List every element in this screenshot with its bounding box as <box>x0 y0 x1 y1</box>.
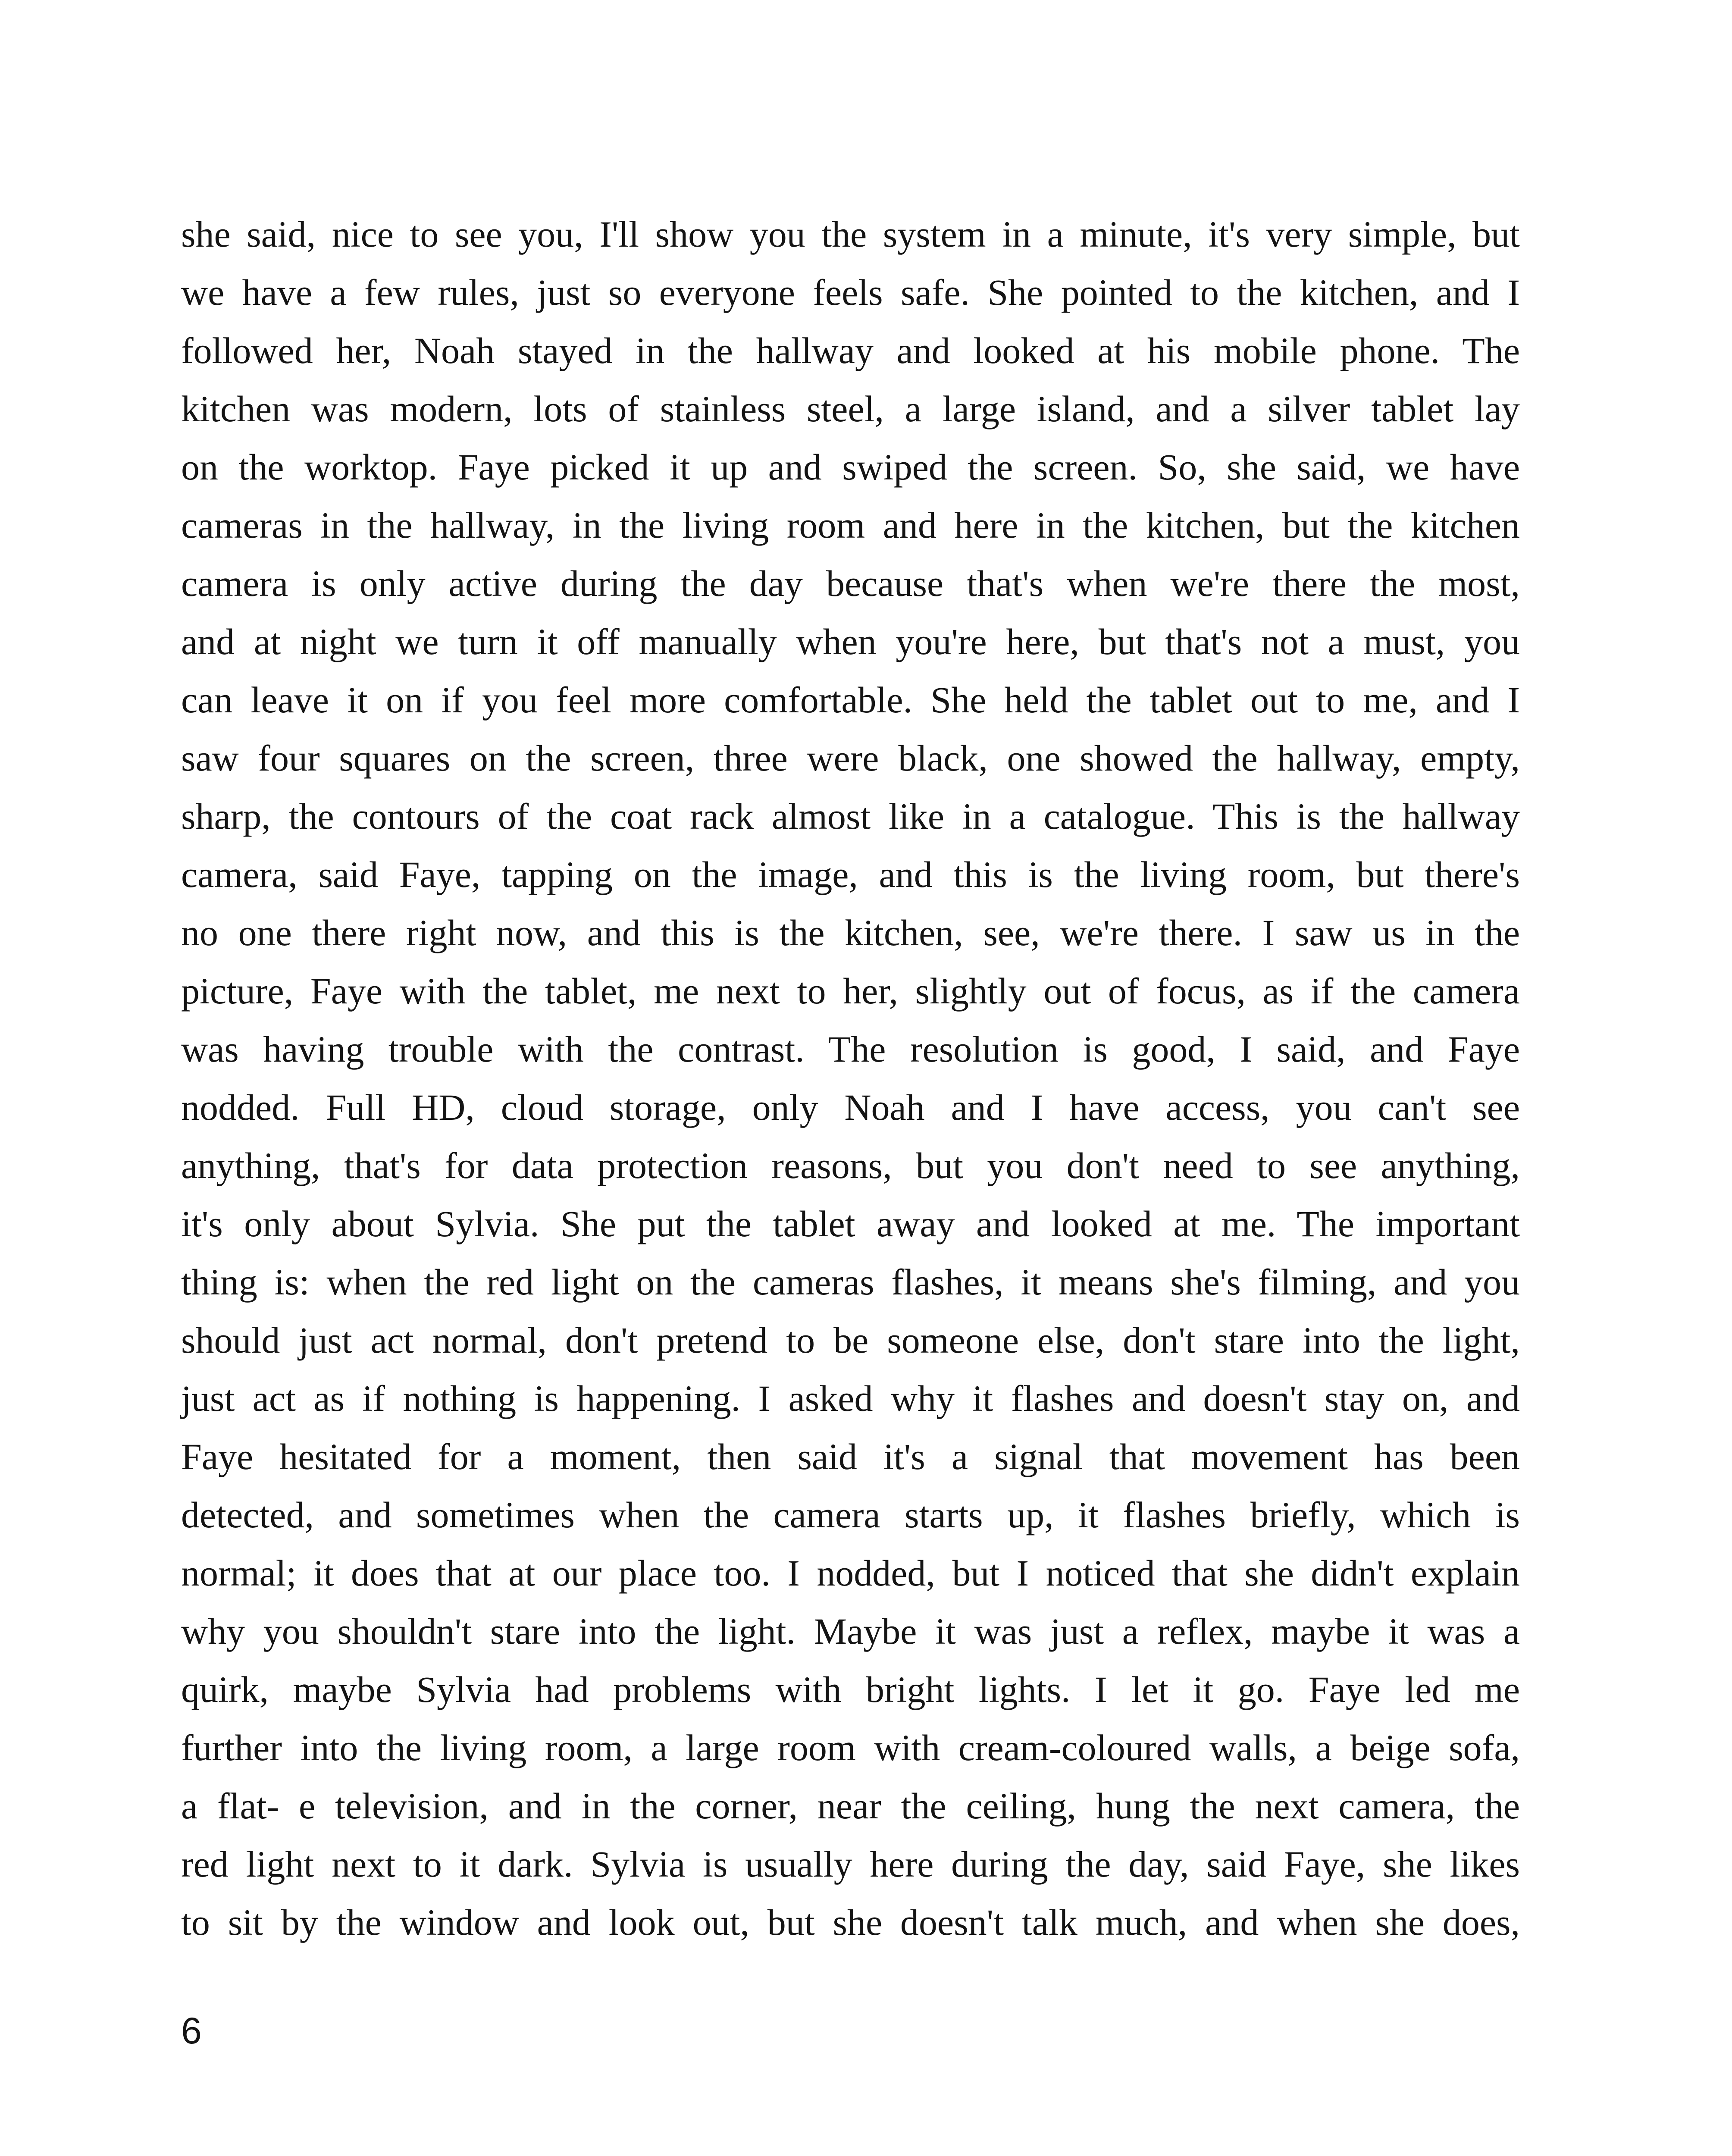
text-line: was having trouble with the contrast. The resolution is good, I said, and Faye <box>181 1028 1520 1070</box>
text-line: cameras in the hallway, in the living room and here in the kitchen, but the kitchen <box>181 505 1520 546</box>
text-line: can leave it on if you feel more comfortable. She held the tablet out to me, and I <box>181 679 1520 721</box>
text-line: just act as if nothing is happening. I asked why it flashes and doesn't stay on, and <box>181 1378 1520 1419</box>
text-line: a flat- e television, and in the corner, near the ceiling, hung the next camera, the <box>181 1785 1520 1827</box>
text-line: on the worktop. Faye picked it up and swiped the screen. So, she said, we have <box>181 446 1520 488</box>
text-line: camera, said Faye, tapping on the image, and this is the living room, but there's <box>181 854 1520 895</box>
text-line: saw four squares on the screen, three were black, one showed the hallway, empty, <box>181 737 1520 779</box>
text-line: kitchen was modern, lots of stainless steel, a large island, and a silver tablet lay <box>181 388 1520 429</box>
text-line: she said, nice to see you, I'll show you the system in a minute, it's very simple, but <box>181 213 1520 255</box>
text-line: red light next to it dark. Sylvia is usually here during the day, said Faye, she likes <box>181 1843 1520 1885</box>
text-line: anything, that's for data protection reasons, but you don't need to see anything, <box>181 1145 1520 1186</box>
text-line: Faye hesitated for a moment, then said it's a signal that movement has been <box>181 1436 1520 1477</box>
text-line: it's only about Sylvia. She put the tablet away and looked at me. The important <box>181 1203 1520 1244</box>
text-line: followed her, Noah stayed in the hallway and looked at his mobile phone. The <box>181 330 1520 371</box>
text-line: camera is only active during the day because that's when we're there the most, <box>181 563 1520 604</box>
text-line: and at night we turn it off manually when you're here, but that's not a must, you <box>181 621 1520 662</box>
text-line: nodded. Full HD, cloud storage, only Noah and I have access, you can't see <box>181 1087 1520 1128</box>
text-line: picture, Faye with the tablet, me next to her, slightly out of focus, as if the camera <box>181 970 1520 1012</box>
text-line: sharp, the contours of the coat rack almost like in a catalogue. This is the hallway <box>181 796 1520 837</box>
text-line: to sit by the window and look out, but she doesn't talk much, and when she does, <box>181 1902 1520 1943</box>
text-line: thing is: when the red light on the cameras flashes, it means she's filming, and you <box>181 1261 1520 1303</box>
text-line: why you shouldn't stare into the light. Maybe it was just a reflex, maybe it was a <box>181 1611 1520 1652</box>
text-line: normal; it does that at our place too. I nodded, but I noticed that she didn't explain <box>181 1552 1520 1594</box>
text-line: we have a few rules, just so everyone feels safe. She pointed to the kitchen, and I <box>181 272 1520 313</box>
page-number: 6 <box>181 2010 202 2052</box>
body-paragraph <box>181 205 1520 1952</box>
text-line: should just act normal, don't pretend to be someone else, don't stare into the light, <box>181 1319 1520 1361</box>
text-line: no one there right now, and this is the kitchen, see, we're there. I saw us in the <box>181 912 1520 953</box>
text-line: detected, and sometimes when the camera starts up, it flashes briefly, which is <box>181 1494 1520 1536</box>
text-line: quirk, maybe Sylvia had problems with bright lights. I let it go. Faye led me <box>181 1669 1520 1710</box>
text-line: further into the living room, a large room with cream-coloured walls, a beige sofa, <box>181 1727 1520 1768</box>
